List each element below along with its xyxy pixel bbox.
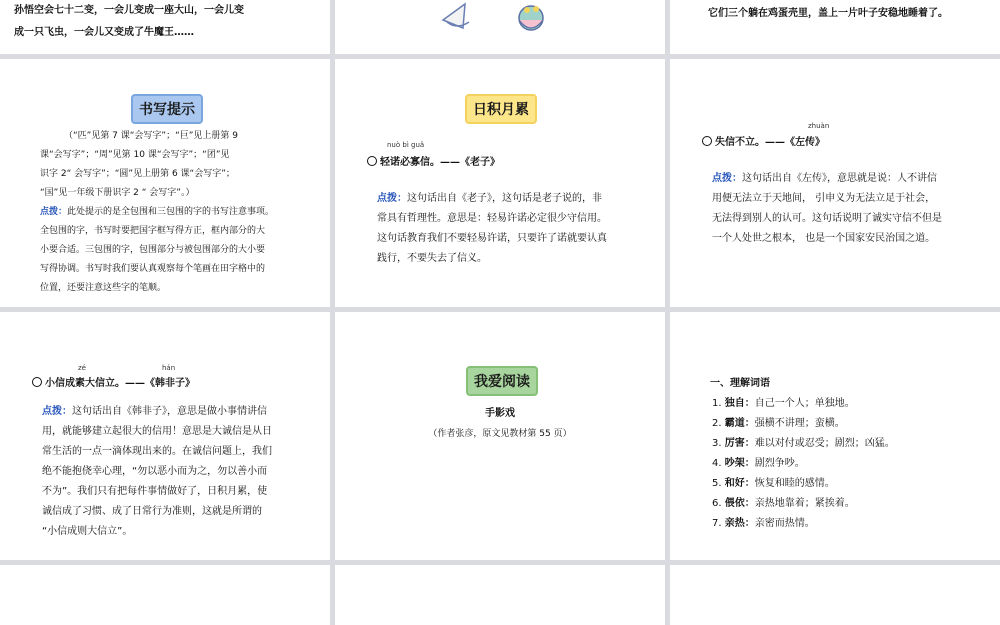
- vocab-num: 1.: [712, 398, 722, 409]
- note-line: 用便无法立于天地间， 引申义为无法立足于社会，: [712, 193, 936, 204]
- note-line: 常具有哲理性。意思是：轻易许诺必定很少守信用。: [377, 213, 607, 224]
- story-text-line: 它们三个躺在鸡蛋壳里，盖上一片叶子安稳地睡着了。: [708, 8, 948, 19]
- bullet-circle-icon: [702, 136, 712, 146]
- pinyin: zé: [78, 364, 86, 372]
- vocab-item: [712, 494, 992, 514]
- note-line: 位置，还要注意这些字的笔顺。: [40, 283, 167, 293]
- note-line: 一个人处世之根本， 也是一个国家安民治国之道。: [712, 233, 936, 244]
- vocab-heading: 一、理解词语: [710, 378, 770, 389]
- tips-line: 课“会写字”；“周”见第 10 课“会写字”；“团”见: [40, 150, 230, 160]
- note-line: “小信成则大信立”。: [42, 526, 133, 537]
- vocab-item: [712, 434, 992, 454]
- note-line: 这句话出自《老子》，这句话是老子说的，非: [407, 193, 602, 204]
- slide-thumbnail-5[interactable]: [335, 59, 665, 307]
- vocab-num: 3.: [712, 438, 722, 449]
- slide-thumbnail-1[interactable]: [0, 0, 330, 54]
- note-line: 全包围的字，书写时要把国字框写得方正，框内部分的大: [40, 226, 266, 236]
- slide-thumbnail-12[interactable]: [670, 565, 1000, 625]
- vocab-item: [712, 414, 992, 434]
- story-text-line: 成一只飞虫，一会儿又变成了牛魔王……: [14, 27, 194, 38]
- vocab-word: 吵架：: [724, 458, 755, 469]
- quote-line: [367, 153, 500, 173]
- vocab-list: [712, 394, 992, 534]
- pinyin: nuò bì guǎ: [387, 141, 425, 149]
- vocab-word: 和好：: [724, 478, 755, 489]
- quote-line: [702, 133, 825, 153]
- note-line: 小要合适。三包围的字，包围部分与被包围部分的大小要: [40, 245, 266, 255]
- vocab-num: 6.: [712, 498, 722, 509]
- note-line: 常生活的一点一滴体现出来的。在诚信问题上，我们: [42, 446, 272, 457]
- note-line: 这句话出自《左传》，意思就是说：人不讲信: [742, 173, 937, 184]
- slide-thumbnail-3[interactable]: [670, 0, 1000, 54]
- story-source: （作者张彦，原文见教材第 55 页）: [428, 429, 572, 439]
- slide-thumbnail-6[interactable]: [670, 59, 1000, 307]
- note-line: 诚信成了习惯、成了日常行为准则，这就是所谓的: [42, 506, 262, 517]
- note-line: 不为”。我们只有把每件事情做好了，日积月累，使: [42, 486, 268, 497]
- note-line: 绝不能抱侥幸心理，“勿以恶小而为之，勿以善小而: [42, 466, 268, 477]
- tips-line: “国”见一年级下册识字 2 “ 会写字”。）: [40, 188, 195, 198]
- quote-text: 失信不立。——《左传》: [715, 137, 825, 148]
- bullet-circle-icon: [367, 156, 377, 166]
- note-line: 践行，不要失去了信义。: [377, 253, 487, 264]
- vocab-def: 剧烈争吵。: [754, 458, 805, 469]
- vocab-item: [712, 474, 992, 494]
- tips-line: （“匹”见第 7 课“会写字”；“巨”见上册第 9: [64, 131, 239, 141]
- vocab-def: 亲热地靠着；紧挨着。: [754, 498, 855, 509]
- pinyin: hán: [162, 364, 176, 372]
- note-label: 点拨：: [712, 173, 742, 184]
- daily-accumulation-title: 日积月累: [465, 94, 537, 124]
- quote-text: 小信成素大信立。——《韩非子》: [45, 378, 195, 389]
- vocab-word: 霸道：: [724, 418, 755, 429]
- note-line: 写得协调。书写时我们要认真观察每个笔画在田字格中的: [40, 264, 266, 274]
- pinyin: zhuàn: [808, 122, 830, 130]
- vocab-word: 厉害：: [724, 438, 755, 449]
- quote-line: [32, 374, 195, 394]
- vocab-item: [712, 514, 992, 534]
- vocab-def: 强横不讲理；蛮横。: [754, 418, 845, 429]
- vocab-num: 2.: [712, 418, 722, 429]
- slide-thumbnail-2[interactable]: [335, 0, 665, 54]
- reading-title: 我爱阅读: [466, 366, 538, 396]
- vocab-word: 偎依：: [724, 498, 755, 509]
- slide-thumbnail-8[interactable]: [335, 312, 665, 560]
- vocab-def: 自己一个人；单独地。: [754, 398, 855, 409]
- vocab-num: 5.: [712, 478, 722, 489]
- note-line: 无法得到别人的认可。这句话说明了诚实守信不但是: [712, 213, 942, 224]
- vocab-word: 亲热：: [724, 518, 755, 529]
- cartoon-illustration: [435, 0, 575, 54]
- note-label: 点拨：: [42, 406, 72, 417]
- vocab-num: 7.: [712, 518, 722, 529]
- bullet-circle-icon: [32, 377, 42, 387]
- writing-tips-title: 书写提示: [131, 94, 203, 124]
- story-title: 手影戏: [485, 408, 515, 419]
- slide-thumbnail-9[interactable]: [670, 312, 1000, 560]
- slide-thumbnail-11[interactable]: [335, 565, 665, 625]
- note-line: 用，就能够建立起很大的信用！意思是大诚信是从日: [42, 426, 272, 437]
- note-label: 点拨：: [377, 193, 407, 204]
- note-line: 这句话出自《韩非子》，意思是做小事情讲信: [72, 406, 267, 417]
- story-text-line: 孙悟空会七十二变，一会儿变成一座大山，一会儿变: [14, 5, 244, 16]
- note-line: 此处提示的是全包围和三包围的字的书写注意事项。: [67, 207, 275, 217]
- slide-thumbnail-10[interactable]: [0, 565, 330, 625]
- vocab-word: 独自：: [724, 398, 755, 409]
- vocab-item: [712, 394, 992, 414]
- tips-line: 识字 2“ 会写字”；“圆”见上册第 6 课“会写字”；: [40, 169, 235, 179]
- tips-note: [40, 203, 320, 222]
- vocab-def: 难以对付或忍受；剧烈；凶猛。: [754, 438, 895, 449]
- vocab-def: 亲密而热情。: [754, 518, 815, 529]
- slide-thumbnail-4[interactable]: [0, 59, 330, 307]
- vocab-item: [712, 454, 992, 474]
- slide-thumbnail-7[interactable]: [0, 312, 330, 560]
- vocab-def: 恢复和睦的感情。: [754, 478, 835, 489]
- vocab-num: 4.: [712, 458, 722, 469]
- note-line: 这句话教育我们不要轻易许诺，只要许了诺就要认真: [377, 233, 607, 244]
- quote-text: 轻诺必寡信。——《老子》: [380, 157, 500, 168]
- note-label: 点拨：: [40, 207, 68, 217]
